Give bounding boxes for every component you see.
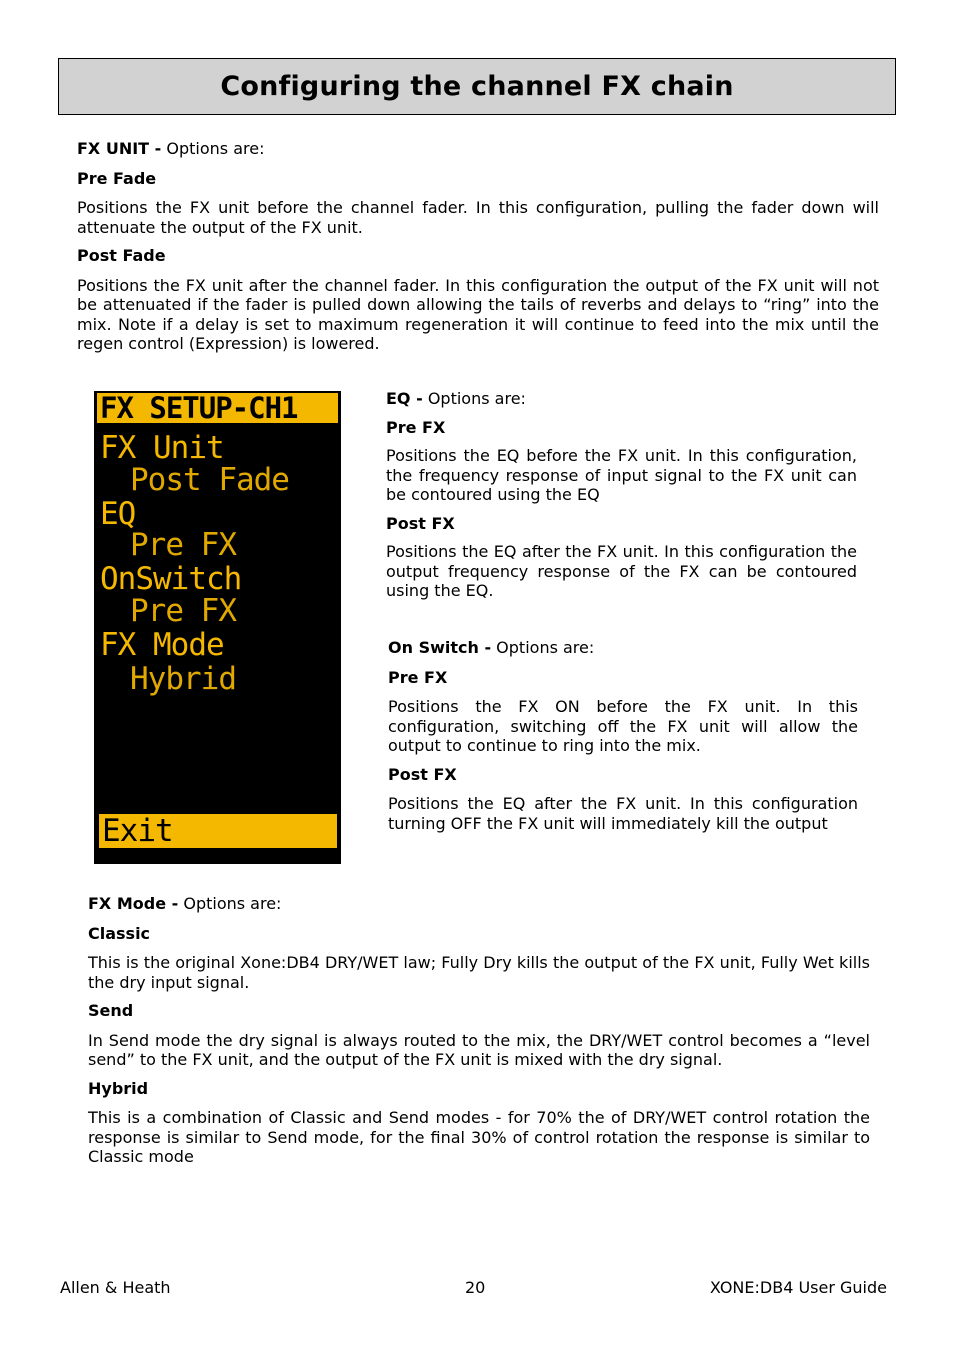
fx-unit-intro-text: Options are:: [161, 139, 265, 158]
lcd-screen: [94, 391, 341, 864]
fx-unit-heading: FX UNIT -: [77, 139, 162, 158]
eq-section: [386, 389, 857, 601]
fx-mode-section: [88, 894, 870, 1167]
eq-pre-label: Pre FX: [386, 417, 446, 437]
on-switch-post-text: Positions the EQ after the FX unit. In this configuration turning OFF the FX unit will immediately kill the output: [388, 794, 858, 833]
lcd-header: FX SETUP-CH1: [97, 393, 338, 423]
lcd-line-eq-value: Pre FX: [130, 527, 236, 563]
on-switch-post-label: Post FX: [388, 764, 457, 784]
pre-fade-label: Pre Fade: [77, 168, 157, 188]
on-switch-pre-text: Positions the FX ON before the FX unit. In this configuration, switching off the FX unit will allow the output to continue to ring into the mix.: [388, 697, 858, 755]
lcd-line-fx-mode: FX Mode: [100, 627, 224, 663]
footer-left: Allen & Heath: [60, 1278, 171, 1297]
fx-mode-intro: [88, 894, 870, 914]
eq-post-text: Positions the EQ after the FX unit. In this configuration the output frequency response of the FX can be contoured using the EQ.: [386, 542, 857, 600]
classic-text: This is the original Xone:DB4 DRY/WET law; Fully Dry kills the output of the FX unit, Fully Wet kills the dry input signal.: [88, 953, 870, 992]
on-switch-pre-label: Pre FX: [388, 667, 448, 687]
lcd-exit: Exit: [99, 814, 337, 848]
page-number: 20: [465, 1278, 486, 1297]
page-title: Configuring the channel FX chain: [220, 70, 734, 102]
fx-mode-intro-text: Options are:: [178, 894, 282, 913]
on-switch-intro-text: Options are:: [491, 638, 595, 657]
eq-pre-text: Positions the EQ before the FX unit. In this configuration, the frequency response of input signal to the FX unit can be contoured using the EQ: [386, 446, 857, 504]
eq-post-label: Post FX: [386, 513, 455, 533]
send-text: In Send mode the dry signal is always routed to the mix, the DRY/WET control becomes a “level send” to the FX unit, and the output of the FX unit is mixed with the dry signal.: [88, 1030, 870, 1069]
lcd-line-eq: EQ: [100, 496, 136, 532]
lcd-line-fx-unit: FX Unit: [100, 430, 224, 466]
pre-fade-text: Positions the FX unit before the channel fader. In this configuration, pulling the fader down will attenuate the output of the FX unit.: [77, 198, 879, 237]
on-switch-heading: On Switch -: [388, 638, 492, 657]
footer-right: XONE:DB4 User Guide: [709, 1278, 887, 1297]
classic-label: Classic: [88, 923, 151, 943]
lcd-line-fx-mode-value: Hybrid: [130, 661, 236, 697]
fx-unit-section: [77, 139, 879, 354]
post-fade-text: Positions the FX unit after the channel fader. In this configuration the output of the FX unit will not be attenuated if the fader is pulled down allowing the tails of reverbs and delays to “ring” into the mix. Note if a delay is set to maximum regeneration it will continue to feed into the mix until the regen control (Expression) is lowered.: [77, 275, 879, 353]
eq-heading: EQ -: [386, 389, 423, 408]
lcd-line-on-switch-value: Pre FX: [130, 593, 236, 629]
on-switch-section: [388, 638, 858, 833]
eq-intro: [386, 389, 857, 409]
lcd-line-on-switch: OnSwitch: [100, 561, 242, 597]
send-label: Send: [88, 1001, 134, 1020]
eq-intro-text: Options are:: [422, 389, 526, 408]
fx-mode-heading: FX Mode -: [88, 894, 179, 913]
post-fade-label: Post Fade: [77, 246, 166, 265]
title-banner: [58, 58, 896, 115]
hybrid-label: Hybrid: [88, 1078, 149, 1098]
hybrid-text: This is a combination of Classic and Send modes - for 70% the of DRY/WET control rotation the response is similar to Send mode, for the final 30% of control rotation the response is similar to Classic mode: [88, 1108, 870, 1166]
lcd-line-post-fade: Post Fade: [130, 462, 289, 498]
on-switch-intro: [388, 638, 858, 658]
fx-unit-intro: [77, 139, 879, 159]
